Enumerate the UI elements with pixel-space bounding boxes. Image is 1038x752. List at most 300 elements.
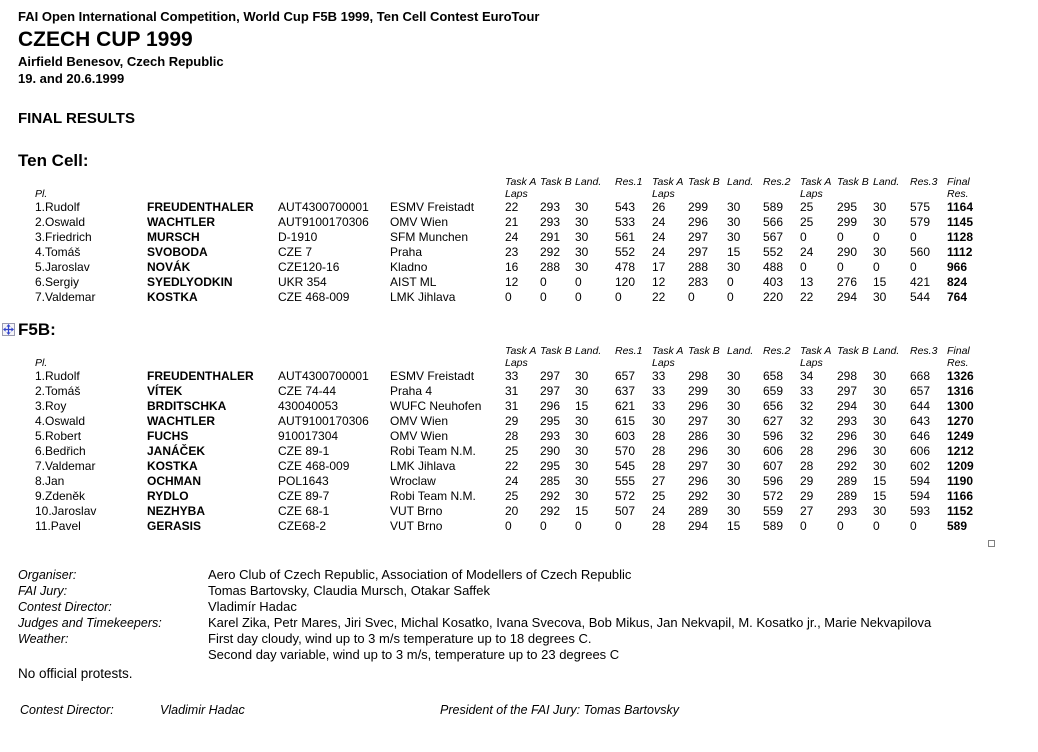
final-results-heading: FINAL RESULTS xyxy=(18,110,135,127)
cell-a3: 22 xyxy=(800,290,814,304)
result-row xyxy=(35,489,990,504)
cell-r3: 668 xyxy=(910,369,931,383)
cell-b2: 297 xyxy=(688,230,709,244)
info-row-contest-director xyxy=(18,599,1028,615)
cell-r3: 579 xyxy=(910,215,931,229)
cell-surname: VÍTEK xyxy=(147,384,183,398)
cell-a1: 31 xyxy=(505,399,519,413)
cell-r1: 555 xyxy=(615,474,636,488)
cell-r1: 533 xyxy=(615,215,636,229)
cell-club: ESMV Freistadt xyxy=(390,200,475,214)
cell-license: CZE 468-009 xyxy=(278,459,350,473)
cell-l2: 30 xyxy=(727,414,741,428)
cell-surname: KOSTKA xyxy=(147,290,198,304)
cell-a1: 12 xyxy=(505,275,519,289)
cell-l3: 0 xyxy=(873,519,880,533)
cell-a2: 33 xyxy=(652,369,666,383)
cell-l2: 15 xyxy=(727,245,741,259)
cell-r2: 658 xyxy=(763,369,784,383)
cell-l2: 30 xyxy=(727,230,741,244)
cell-a2: 22 xyxy=(652,290,666,304)
cell-l2: 30 xyxy=(727,444,741,458)
result-row xyxy=(35,275,990,290)
cell-r2: 488 xyxy=(763,260,784,274)
cell-license: UKR 354 xyxy=(278,275,327,289)
cell-b1: 285 xyxy=(540,474,561,488)
col-header-land: Land. xyxy=(575,345,602,357)
info-row-organiser xyxy=(18,567,1028,583)
cell-license: CZE 89-1 xyxy=(278,444,330,458)
cell-r1: 0 xyxy=(615,290,622,304)
cell-l2: 0 xyxy=(727,290,734,304)
cell-l3: 30 xyxy=(873,504,887,518)
cell-fin: 1300 xyxy=(947,399,974,413)
cell-pl: 9.Zdeněk xyxy=(35,489,86,503)
cell-a1: 25 xyxy=(505,444,519,458)
cell-b3: 298 xyxy=(837,369,858,383)
header-spacer xyxy=(390,357,505,369)
col-header-task-a: Task A xyxy=(800,345,832,357)
cell-l1: 0 xyxy=(575,519,582,533)
col-header-res2: Res.2 xyxy=(763,345,791,357)
header-spacer xyxy=(688,357,727,369)
cell-r1: 543 xyxy=(615,200,636,214)
cell-b1: 295 xyxy=(540,459,561,473)
cell-a2: 28 xyxy=(652,459,666,473)
cell-fin: 589 xyxy=(947,519,968,533)
result-row xyxy=(35,459,990,474)
ten-cell-table-body xyxy=(35,200,990,305)
cell-r3: 606 xyxy=(910,444,931,458)
cell-r3: 544 xyxy=(910,290,931,304)
result-row xyxy=(35,384,990,399)
cell-b3: 296 xyxy=(837,429,858,443)
col-header-res1: Res.1 xyxy=(615,345,643,357)
cell-b3: 292 xyxy=(837,459,858,473)
col-header-task-a: Task A xyxy=(800,176,832,188)
cell-club: Wroclaw xyxy=(390,474,436,488)
cell-a3: 13 xyxy=(800,275,814,289)
f5b-table-header xyxy=(35,345,990,369)
header-spacer xyxy=(727,188,763,200)
cell-b2: 0 xyxy=(688,290,695,304)
cell-license: CZE 7 xyxy=(278,245,313,259)
cell-l1: 30 xyxy=(575,414,589,428)
header-spacer xyxy=(147,357,278,369)
cell-b2: 296 xyxy=(688,474,709,488)
cell-license: CZE 68-1 xyxy=(278,504,330,518)
cell-r3: 657 xyxy=(910,384,931,398)
cell-a3: 32 xyxy=(800,414,814,428)
cell-b1: 295 xyxy=(540,414,561,428)
cell-r2: 627 xyxy=(763,414,784,428)
cell-l1: 30 xyxy=(575,200,589,214)
cell-fin: 1190 xyxy=(947,474,974,488)
cell-license: POL1643 xyxy=(278,474,329,488)
cell-surname: NOVÁK xyxy=(147,260,191,274)
cell-l3: 30 xyxy=(873,384,887,398)
cell-club: Robi Team N.M. xyxy=(390,489,476,503)
cell-b3: 289 xyxy=(837,489,858,503)
col-header-task-b: Task B xyxy=(688,345,720,357)
result-row xyxy=(35,444,990,459)
cell-a1: 25 xyxy=(505,489,519,503)
header-spacer xyxy=(147,188,278,200)
cell-a1: 24 xyxy=(505,230,519,244)
col-header-final-res: Res. xyxy=(947,188,969,200)
cell-b1: 0 xyxy=(540,290,547,304)
cell-r1: 615 xyxy=(615,414,636,428)
cell-a1: 22 xyxy=(505,200,519,214)
footer-fai-jury-president: President of the FAI Jury: Tomas Bartovsky xyxy=(440,703,679,717)
cell-b3: 296 xyxy=(837,444,858,458)
cell-fin: 1249 xyxy=(947,429,974,443)
cell-pl: 3.Roy xyxy=(35,399,67,413)
cell-b3: 297 xyxy=(837,384,858,398)
cell-b2: 283 xyxy=(688,275,709,289)
result-row xyxy=(35,399,990,414)
col-header-laps: Laps xyxy=(505,357,528,369)
cell-pl: 2.Oswald xyxy=(35,215,86,229)
cell-r3: 594 xyxy=(910,489,931,503)
cell-r2: 596 xyxy=(763,474,784,488)
cell-r2: 220 xyxy=(763,290,784,304)
cell-club: VUT Brno xyxy=(390,519,443,533)
cell-a1: 29 xyxy=(505,414,519,428)
cell-club: LMK Jihlava xyxy=(390,290,456,304)
header-row-1 xyxy=(35,176,990,188)
cell-surname: WACHTLER xyxy=(147,215,215,229)
cell-club: LMK Jihlava xyxy=(390,459,456,473)
cell-l1: 30 xyxy=(575,489,589,503)
cell-license: 910017304 xyxy=(278,429,339,443)
info-label xyxy=(18,647,208,663)
info-value: Second day variable, wind up to 3 m/s, temperature up to 23 degrees C xyxy=(208,647,620,662)
col-header-task-a: Task A xyxy=(652,176,684,188)
cell-l1: 30 xyxy=(575,260,589,274)
cell-license: CZE 89-7 xyxy=(278,489,330,503)
cell-surname: FREUDENTHALER xyxy=(147,200,254,214)
cell-l3: 30 xyxy=(873,290,887,304)
cell-a2: 24 xyxy=(652,215,666,229)
cell-r2: 589 xyxy=(763,200,784,214)
cell-r3: 594 xyxy=(910,474,931,488)
cell-r2: 656 xyxy=(763,399,784,413)
col-header-task-b: Task B xyxy=(837,176,869,188)
cell-l3: 0 xyxy=(873,260,880,274)
col-header-final: Final xyxy=(947,345,970,357)
header-spacer xyxy=(147,345,278,357)
cell-l2: 30 xyxy=(727,384,741,398)
col-header-land: Land. xyxy=(727,176,754,188)
info-row-weather xyxy=(18,631,1028,647)
cell-l1: 15 xyxy=(575,399,589,413)
cell-l3: 30 xyxy=(873,459,887,473)
col-header-res3: Res.3 xyxy=(910,345,938,357)
cell-a2: 17 xyxy=(652,260,666,274)
f5b-heading xyxy=(18,321,990,338)
cell-b2: 297 xyxy=(688,245,709,259)
cell-r2: 659 xyxy=(763,384,784,398)
result-row xyxy=(35,200,990,215)
col-header-task-a: Task A xyxy=(505,345,537,357)
section-ten-cell xyxy=(18,152,990,305)
cell-l2: 30 xyxy=(727,399,741,413)
table-move-icon[interactable] xyxy=(2,323,15,336)
header-spacer xyxy=(278,345,390,357)
result-row xyxy=(35,414,990,429)
cell-b3: 294 xyxy=(837,399,858,413)
header-spacer xyxy=(910,357,947,369)
info-label: FAI Jury: xyxy=(18,584,68,598)
cell-fin: 764 xyxy=(947,290,968,304)
cell-r3: 575 xyxy=(910,200,931,214)
info-block xyxy=(18,567,1028,663)
cell-pl: 7.Valdemar xyxy=(35,459,96,473)
cell-b3: 295 xyxy=(837,200,858,214)
cell-pl: 5.Jaroslav xyxy=(35,260,90,274)
header-spacer xyxy=(837,188,873,200)
cell-b1: 296 xyxy=(540,399,561,413)
cell-l2: 30 xyxy=(727,474,741,488)
cell-pl: 10.Jaroslav xyxy=(35,504,97,518)
cell-r1: 507 xyxy=(615,504,636,518)
cell-l2: 30 xyxy=(727,489,741,503)
header-spacer xyxy=(278,188,390,200)
cell-l1: 30 xyxy=(575,384,589,398)
cell-club: OMV Wien xyxy=(390,414,449,428)
col-header-res3: Res.3 xyxy=(910,176,938,188)
cell-surname: NEZHYBA xyxy=(147,504,206,518)
cell-l3: 0 xyxy=(873,230,880,244)
cell-license: CZE68-2 xyxy=(278,519,327,533)
cell-r2: 589 xyxy=(763,519,784,533)
cell-r3: 643 xyxy=(910,414,931,428)
cell-r3: 646 xyxy=(910,429,931,443)
cell-l1: 30 xyxy=(575,444,589,458)
cell-license: AUT9100170306 xyxy=(278,215,369,229)
cell-b3: 289 xyxy=(837,474,858,488)
cell-l3: 30 xyxy=(873,200,887,214)
header-row-1 xyxy=(35,345,990,357)
cell-pl: 1.Rudolf xyxy=(35,369,80,383)
result-row xyxy=(35,369,990,384)
cell-l1: 30 xyxy=(575,369,589,383)
cell-a3: 28 xyxy=(800,459,814,473)
cell-l3: 15 xyxy=(873,275,887,289)
cell-r1: 570 xyxy=(615,444,636,458)
cell-fin: 1326 xyxy=(947,369,974,383)
header-spacer xyxy=(910,188,947,200)
cell-a3: 25 xyxy=(800,200,814,214)
cell-r1: 637 xyxy=(615,384,636,398)
cell-a2: 28 xyxy=(652,444,666,458)
cell-b2: 297 xyxy=(688,414,709,428)
cell-surname: GERASIS xyxy=(147,519,202,533)
result-row xyxy=(35,429,990,444)
cell-license: AUT4300700001 xyxy=(278,200,369,214)
cell-l1: 0 xyxy=(575,275,582,289)
cell-l1: 30 xyxy=(575,459,589,473)
cell-surname: BRDITSCHKA xyxy=(147,399,227,413)
dates-line: 19. and 20.6.1999 xyxy=(18,71,125,86)
cell-r2: 596 xyxy=(763,429,784,443)
cell-l3: 30 xyxy=(873,215,887,229)
cell-a3: 24 xyxy=(800,245,814,259)
col-header-place: Pl. xyxy=(35,188,48,200)
header-spacer xyxy=(540,188,575,200)
info-label: Weather: xyxy=(18,632,69,646)
info-value: Aero Club of Czech Republic, Association of Modellers of Czech Republic xyxy=(208,567,632,582)
cell-club: OMV Wien xyxy=(390,429,449,443)
cell-pl: 11.Pavel xyxy=(35,519,81,533)
footer-contest-director-label: Contest Director: xyxy=(20,703,114,717)
cell-b1: 293 xyxy=(540,429,561,443)
header-spacer xyxy=(873,357,910,369)
header-spacer xyxy=(688,188,727,200)
four-arrow-move-glyph xyxy=(3,324,14,335)
cell-l3: 30 xyxy=(873,429,887,443)
header-spacer xyxy=(873,188,910,200)
cell-b2: 298 xyxy=(688,369,709,383)
cell-club: Praha 4 xyxy=(390,384,433,398)
cell-a2: 30 xyxy=(652,414,666,428)
cell-fin: 1270 xyxy=(947,414,974,428)
cell-license: CZE 74-44 xyxy=(278,384,337,398)
cell-pl: 4.Oswald xyxy=(35,414,86,428)
cell-a2: 26 xyxy=(652,200,666,214)
cell-a2: 24 xyxy=(652,504,666,518)
header-spacer xyxy=(390,345,505,357)
cell-r1: 0 xyxy=(615,519,622,533)
cell-l2: 30 xyxy=(727,504,741,518)
col-header-laps: Laps xyxy=(652,357,675,369)
cell-r1: 545 xyxy=(615,459,636,473)
cell-b1: 293 xyxy=(540,215,561,229)
result-row xyxy=(35,504,990,519)
header-spacer xyxy=(35,176,147,188)
cell-l1: 0 xyxy=(575,290,582,304)
cell-fin: 966 xyxy=(947,260,968,274)
col-header-task-a: Task A xyxy=(505,176,537,188)
cell-r1: 120 xyxy=(615,275,636,289)
cell-l1: 30 xyxy=(575,474,589,488)
cell-a2: 24 xyxy=(652,230,666,244)
cell-fin: 1209 xyxy=(947,459,974,473)
header-spacer xyxy=(390,188,505,200)
f5b-table-body xyxy=(35,369,990,534)
f5b-heading-label: F5B: xyxy=(18,320,56,339)
info-value: First day cloudy, wind up to 3 m/s temperature up to 18 degrees C. xyxy=(208,631,592,646)
col-header-land: Land. xyxy=(873,176,900,188)
cell-a1: 22 xyxy=(505,459,519,473)
cell-a1: 0 xyxy=(505,290,512,304)
cell-r2: 572 xyxy=(763,489,784,503)
cell-b3: 293 xyxy=(837,504,858,518)
cell-r1: 552 xyxy=(615,245,636,259)
cell-a3: 0 xyxy=(800,260,807,274)
col-header-final: Final xyxy=(947,176,970,188)
cell-license: D-1910 xyxy=(278,230,318,244)
cell-b1: 288 xyxy=(540,260,561,274)
cell-r2: 559 xyxy=(763,504,784,518)
col-header-task-b: Task B xyxy=(540,345,572,357)
cell-club: VUT Brno xyxy=(390,504,443,518)
cell-club: ESMV Freistadt xyxy=(390,369,475,383)
cell-l3: 15 xyxy=(873,474,887,488)
header-spacer xyxy=(837,357,873,369)
header-spacer xyxy=(763,357,800,369)
location-line: Airfield Benesov, Czech Republic xyxy=(18,54,224,69)
info-value: Vladimír Hadac xyxy=(208,599,297,614)
cell-a2: 33 xyxy=(652,399,666,413)
footer-contest-director-name: Vladimir Hadac xyxy=(160,703,245,717)
cell-b2: 292 xyxy=(688,489,709,503)
cell-b3: 0 xyxy=(837,519,844,533)
cell-b2: 297 xyxy=(688,459,709,473)
result-row xyxy=(35,245,990,260)
cell-fin: 1212 xyxy=(947,444,974,458)
cell-club: Kladno xyxy=(390,260,428,274)
cell-b3: 276 xyxy=(837,275,858,289)
col-header-place: Pl. xyxy=(35,357,48,369)
cell-a3: 0 xyxy=(800,519,807,533)
result-row xyxy=(35,230,990,245)
cell-license: CZE120-16 xyxy=(278,260,340,274)
cell-pl: 8.Jan xyxy=(35,474,65,488)
cell-r1: 657 xyxy=(615,369,636,383)
cell-b2: 299 xyxy=(688,200,709,214)
ten-cell-results-table xyxy=(35,176,990,305)
cell-r1: 478 xyxy=(615,260,636,274)
header-spacer xyxy=(615,188,652,200)
cell-surname: JANÁČEK xyxy=(147,444,206,458)
cell-pl: 6.Sergiy xyxy=(35,275,80,289)
cell-a3: 32 xyxy=(800,429,814,443)
cell-pl: 4.Tomáš xyxy=(35,245,81,259)
col-header-laps: Laps xyxy=(652,188,675,200)
header-spacer xyxy=(390,176,505,188)
cell-r3: 0 xyxy=(910,230,917,244)
cell-b3: 0 xyxy=(837,260,844,274)
cell-surname: OCHMAN xyxy=(147,474,201,488)
cell-b2: 299 xyxy=(688,384,709,398)
cell-r3: 593 xyxy=(910,504,931,518)
col-header-task-b: Task B xyxy=(540,176,572,188)
cell-a1: 0 xyxy=(505,519,512,533)
cell-a3: 0 xyxy=(800,230,807,244)
table-resize-handle[interactable] xyxy=(988,540,995,547)
cell-b1: 292 xyxy=(540,504,561,518)
col-header-res1: Res.1 xyxy=(615,176,643,188)
info-row-weather-2 xyxy=(18,647,1028,663)
col-header-laps: Laps xyxy=(800,357,823,369)
cell-b1: 0 xyxy=(540,519,547,533)
result-row xyxy=(35,260,990,275)
cell-l1: 30 xyxy=(575,230,589,244)
info-row-fai-jury xyxy=(18,583,1028,599)
cell-a1: 23 xyxy=(505,245,519,259)
header-spacer xyxy=(575,188,615,200)
header-spacer xyxy=(615,357,652,369)
cell-r1: 561 xyxy=(615,230,636,244)
cell-r3: 0 xyxy=(910,260,917,274)
cell-fin: 1112 xyxy=(947,245,973,259)
col-header-land: Land. xyxy=(575,176,602,188)
cell-fin: 1128 xyxy=(947,230,974,244)
cell-a2: 24 xyxy=(652,245,666,259)
cell-l3: 30 xyxy=(873,245,887,259)
